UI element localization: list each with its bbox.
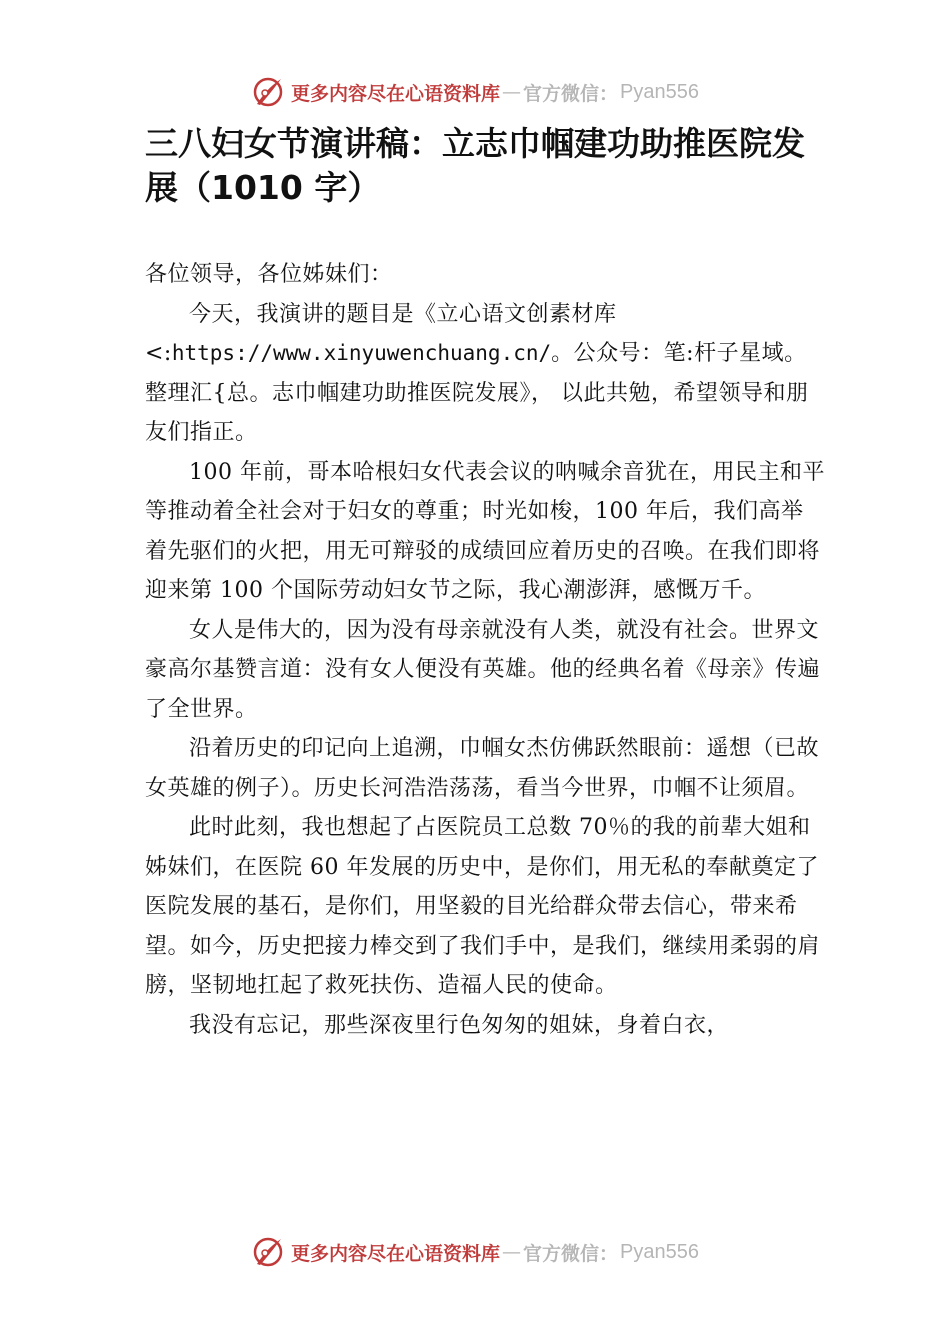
header-banner (0, 72, 950, 112)
body-paragraph: 女人是伟大的，因为没有母亲就没有人类，就没有社会。世界文豪高尔基赞言道：没有女人便没有英雄。他的经典名着《母亲》传遍了全世界。 (145, 617, 821, 722)
banner-slogan: 更多内容尽在心语资料库 (291, 1242, 501, 1265)
footer-banner (0, 1232, 950, 1272)
banner-wechat-label: 官方微信： (523, 1242, 619, 1265)
banner-wechat-id: Pyan556 (620, 1240, 699, 1263)
pen-quill-logo-icon (251, 75, 285, 109)
intro-suffix: 。公众号：笔:杆子星域。整理汇{总。志巾帼建功助推医院发展》， 以此共勉，希望领导和朋友们指正。 (145, 341, 809, 445)
body-paragraph: 此时此刻，我也想起了占医院员工总数 70％的我的前辈大姐和姊妹们，在医院 60 年发展的历史中，是你们，用无私的奉献奠定了医院发展的基石，是你们，用坚毅的目光给群众带去信心，带来希望。如今，历史把接力棒交到了我们手中，是我们，继续用柔弱的肩膀，坚韧地扛起了救死扶伤、造福人民的使命。 (145, 815, 821, 998)
pen-quill-logo-icon (251, 1235, 285, 1269)
banner-wechat-id: Pyan556 (620, 80, 699, 103)
banner-dash: — (502, 1241, 522, 1263)
intro-paragraph (145, 295, 825, 453)
salutation: 各位领导，各位姊妹们： (145, 262, 393, 287)
document-body (145, 255, 825, 1045)
document-title: 三八妇女节演讲稿：立志巾帼建功助推医院发展（1010 字） (145, 124, 805, 207)
body-paragraph: 我没有忘记，那些深夜里行色匆匆的姐妹，身着白衣， (189, 1012, 730, 1038)
banner-wechat-label: 官方微信： (523, 82, 619, 105)
intro-url: https://www.xinyuwenchuang.cn/ (171, 341, 552, 365)
body-paragraph: 沿着历史的印记向上追溯，巾帼女杰仿佛跃然眼前：遥想（已故女英雄的例子）。历史长河浩浩荡荡，看当今世界，巾帼不让须眉。 (145, 736, 820, 801)
intro-prefix: 今天，我演讲的题目是《立心语文创素材库<: (145, 301, 617, 366)
banner-slogan: 更多内容尽在心语资料库 (291, 82, 501, 105)
banner-dash: — (502, 81, 522, 103)
body-paragraph: 100 年前，哥本哈根妇女代表会议的呐喊余音犹在，用民主和平等推动着全社会对于妇女的尊重；时光如梭，100 年后，我们高举着先驱们的火把，用无可辩驳的成绩回应着历史的召唤。在我们即将迎来第 100 个国际劳动妇女节之际，我心潮澎湃，感慨万千。 (145, 459, 825, 603)
